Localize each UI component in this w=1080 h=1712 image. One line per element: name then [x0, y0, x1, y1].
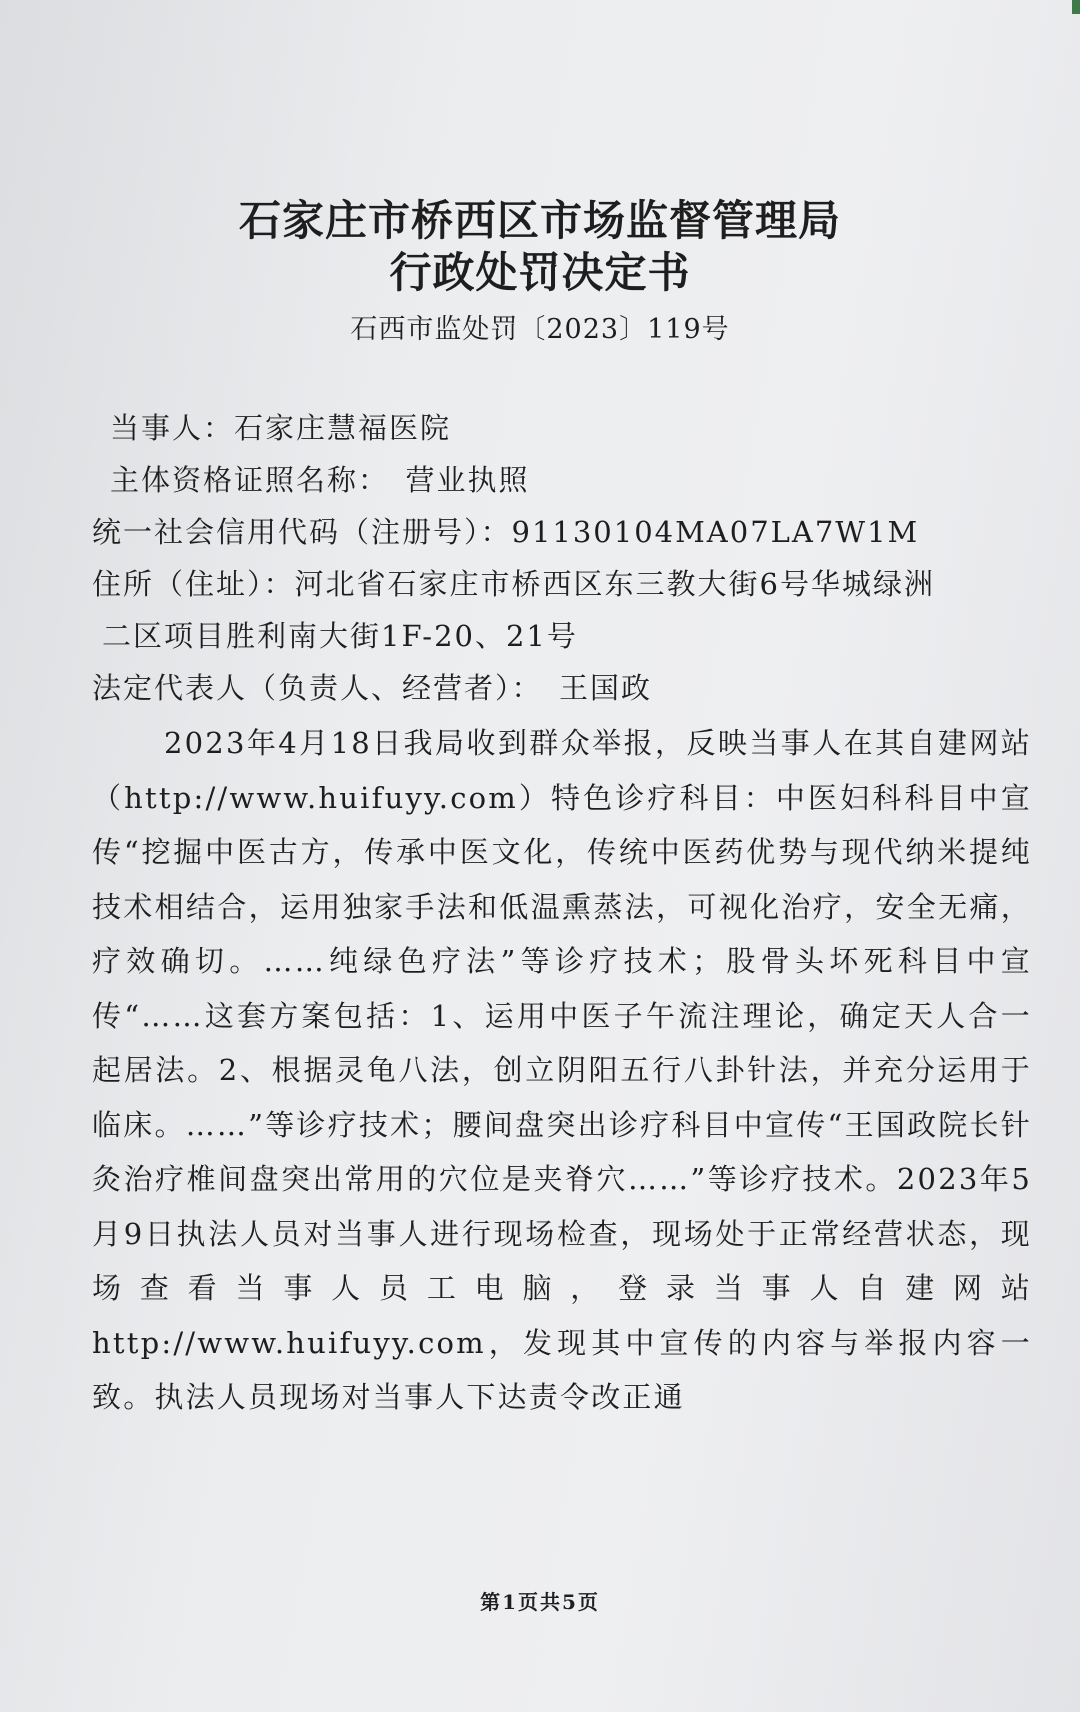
address-field-line1: 住所（住址）：河北省石家庄市桥西区东三教大街6号华城绿洲: [92, 567, 935, 601]
page-number: 第1页共5页: [480, 1590, 600, 1614]
green-edge-mark: [1072, 0, 1080, 14]
document-body: [92, 402, 1032, 1425]
document-title-line1: 石家庄市桥西区市场监督管理局: [238, 196, 841, 245]
party-field: 当事人：石家庄慧福医院: [110, 411, 452, 445]
document-header: [0, 195, 1080, 346]
document-title-line2: 行政处罚决定书: [389, 248, 691, 297]
credit-code-field: 统一社会信用代码（注册号）：91130104MA07LA7W1M: [92, 515, 920, 549]
license-name-field: 主体资格证照名称： 营业执照: [110, 463, 530, 497]
legal-representative-field: 法定代表人（负责人、经营者）： 王国政: [92, 671, 653, 705]
document-number: 石西市监处罚〔2023〕119号: [350, 314, 730, 345]
address-field-line2: 二区项目胜利南大街1F-20、21号: [102, 619, 578, 653]
case-description-paragraph: 2023年4月18日我局收到群众举报，反映当事人在其自建网站（http://www.huifuyy.com）特色诊疗科目：中医妇科科目中宣传“挖掘中医古方，传承中医文化，传统中医药优势与现代纳米提纯技术相结合，运用独家手法和低温熏蒸法，可视化治疗，安全无痛，疗效确切。……纯绿色疗法”等诊疗技术；股骨头坏死科目中宣传“……这套方案包括：1、运用中医子午流注理论，确定天人合一起居法。2、根据灵龟八法，创立阴阳五行八卦针法，并充分运用于临床。……”等诊疗技术；腰间盘突出诊疗科目中宣传“王国政院长针灸治疗椎间盘突出常用的穴位是夹脊穴……”等诊疗技术。2023年5月9日执法人员对当事人进行现场检查，现场处于正常经营状态，现场查看当事人员工电脑，登录当事人自建网站http://www.huifuyy.com，发现其中宣传的内容与举报内容一致。执法人员现场对当事人下达责令改正通: [92, 726, 1032, 1414]
